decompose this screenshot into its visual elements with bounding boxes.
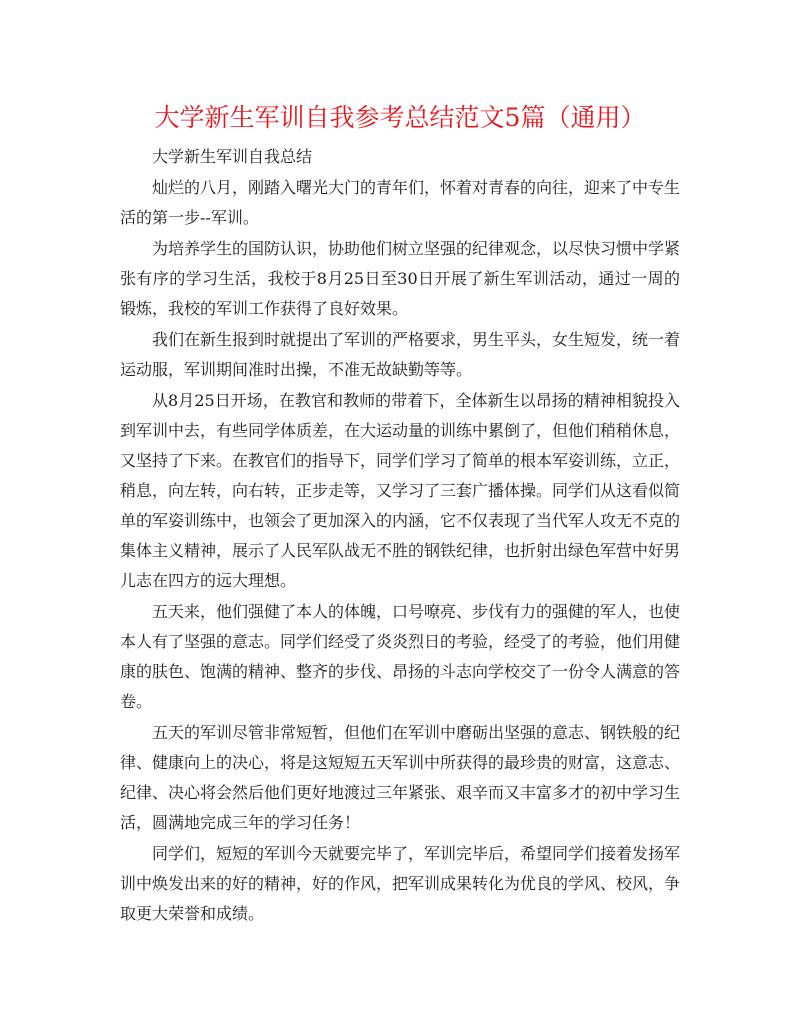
body-paragraph: 同学们，短短的军训今天就要完毕了，军训完毕后，希望同学们接着发扬军训中焕发出来的好的精神，好的作风，把军训成果转化为优良的学风、校风，争取更大荣誉和成绩。: [120, 844, 681, 923]
body-paragraph: 五天的军训尽管非常短暂，但他们在军训中磨砺出坚强的意志、钢铁般的纪律、健康向上的决心，将是这短短五天军训中所获得的最珍贵的财富，这意志、纪律、决心将会然后他们更好地渡过三年紧张、艰辛而又丰富多才的初中学习生活，圆满地完成三年的学习任务！: [120, 723, 681, 832]
document-body: [120, 142, 680, 930]
body-paragraph: 五天来，他们强健了本人的体魄，口号嘹亮、步伐有力的强健的军人，也使本人有了坚强的意志。同学们经受了炎炎烈日的考验，经受了的考验，他们用健康的肤色、饱满的精神、整齐的步伐、昂扬的斗志向学校交了一份令人满意的答卷。: [120, 602, 681, 711]
document-title: 大学新生军训自我参考总结范文5篇（通用）: [154, 103, 646, 132]
body-paragraph: 从8月25日开场，在教官和教师的带着下，全体新生以昂扬的精神相貌投入到军训中去，有些同学体质差，在大运动量的训练中累倒了，但他们稍稍休息，又坚持了下来。在教官们的指导下，同学们学习了简单的根本军姿训练，立正，稍息，向左转，向右转，正步走等，又学习了三套广播体操。同学们从这看似简单的军姿训练中，也领会了更加深入的内涵，它不仅表现了当代军人攻无不克的集体主义精神，展示了人民军队战无不胜的钢铁纪律，也折射出绿色军营中好男儿志在四方的远大理想。: [120, 391, 681, 590]
body-paragraph: 为培养学生的国防认识，协助他们树立坚强的纪律观念，以尽快习惯中学紧张有序的学习生活，我校于8月25日至30日开展了新生军训活动，通过一周的锻炼，我校的军训工作获得了良好效果。: [120, 239, 681, 318]
subtitle-paragraph: 大学新生军训自我总结: [152, 147, 313, 166]
body-paragraph: 我们在新生报到时就提出了军训的严格要求，男生平头，女生短发，统一着运动服，军训期间准时出操，不准无故缺勤等等。: [120, 330, 681, 379]
body-paragraph: 灿烂的八月，刚踏入曙光大门的青年们，怀着对青春的向往，迎来了中专生活的第一步--军训。: [120, 178, 681, 227]
